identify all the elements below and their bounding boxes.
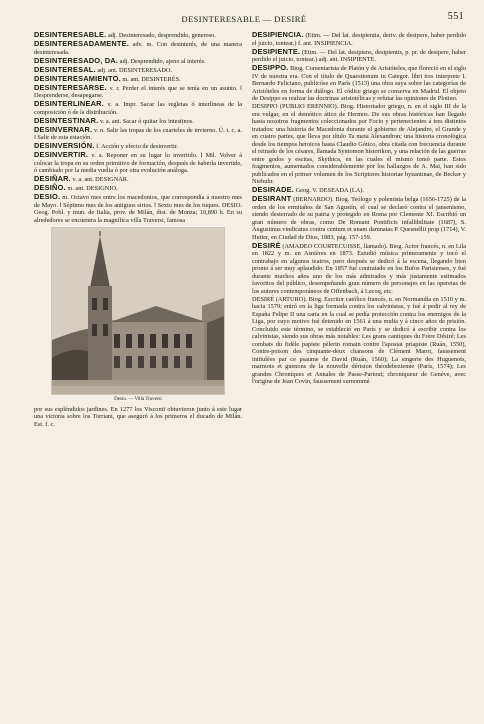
entry-definition: (AMADEO COURTECUISSE, llamado). Biog. Actor francés, n. en Lila en 1822 y m. en Asnières en 1873. Estudió música primeramente y tocó el contrabajo en algunos teatros, pero después se dedicó á la escena, llegando bien pronto á ser muy aplaudido. En 1857 fué contratado en los Bufos Parisienses, y fué durante muchos años uno de los más admirados y más justamente estimados favoritos del público, desempeñando gran número de personajes en las operetas de los autores contemporáneos de Offenbach, á Lecoq, etc. bbox=[252, 242, 466, 295]
dictionary-entry bbox=[252, 242, 466, 296]
dictionary-entry bbox=[34, 193, 242, 224]
entry-definition: DESIPPO (PUBLIO ERENNIO). Biog. Historiador griego, n. en el siglo III de la era vulgar, en el demótico ático de Hermos. De sus obras históricas han llegado hasta nosotros fragmentos coleccionados por Focio y pertenecientes á tres distintos tratados: una historia de Macedonia durante el gobierno de Alejandro, el Grande y en cuatro partes, que lleva por título Ta meta Alexandron; una historia cronológica desde los tiempos heroicos hasta Claudio Gótico, obra citada con frecuencia durante el reinado de los césares, llamada Syntomon historikon, y una relación de las guerras entre godos y escitas, Skythica, en las cuales él mismo tomó parte. Estos fragmentos, aumentados considerablemente por los hallazgos de A. Mai, han sido publicados en el primer volumen de los Scriptores historiae byzantinae, de Becker y Niebuhr. bbox=[252, 103, 466, 185]
entry-definition: adj. Desinteresado, desprendido, generoso. bbox=[107, 32, 216, 39]
entry-definition: DESIRÉ (ARTURO). Biog. Escritor católico francés, n. en Normandía en 1510 y m. hacia 1579; entró en la liga formada contra los calvinistas, y fué á pedir al rey de España Felipe II una carta en la cual se pedía protección contra los enemigos de la Liga, por cuyo motivo fué detenido en 1561 á una multa y á cinco años de prisión. Concluido este término, se estableció en París y se dedicó á escribir contra los calvinistas, siendo sus obras más notables: Les grans cantiques du Frère Désiré; Les combats du fidèle papiste pèlerin romain contre l'apostat priapiste (Ruán, 1550), Contre-poison des cinquante-deux chansons de Clément Marot, faussement intitulées par ce psaume de David (Ruán, 1560); La singerie des Huguenots, marmots et guenons de la nouvelle dérision théodebezienne (París, 1574); Les grandes Chroniques et Annales de Passe-Partout; chroniqueur de Genève, avec l'origine de Jean Covin, faussement surnommé bbox=[252, 295, 466, 385]
page-header bbox=[24, 8, 464, 24]
entry-definition: v. a. ant. DESIGNAR. bbox=[72, 176, 129, 183]
dictionary-entry bbox=[252, 48, 466, 64]
entry-definition: (Etim. — Del lat. desipiens, desipientis, p. pr. de desipere, haber perdido el juicio, tontear.) adj. ant. INSIPIENTE. bbox=[252, 48, 467, 63]
page-number: 551 bbox=[447, 11, 464, 22]
entry-definition: Biog. Comentarista de Platón y de Aristóteles, que floreció en el siglo IV de nuestra era. Con el título de Quaestionum in Categor. libri tres interprete I. Bernardo Feliciano, publicóse en París (1513) una obra suya sobre las categorías de Aristóteles en forma de diálogo. El códice griego se conserva en Madrid. El objeto de Desippo es realzar las doctrinas aristotélicas y refutar las opiniones de Plotino. bbox=[252, 65, 466, 102]
entry-headword: DESIÑAR. bbox=[34, 174, 71, 183]
entry-definition: adj. Desprendido, ajeno al interés. bbox=[119, 57, 206, 65]
left-column-tail: por sus espléndidos jardines. En 1277 los Visconti obtuvieron junto á este lugar una victoria sobre los Torriani, que aseguró á los primeros el ducado de Milán. Est. f. c. bbox=[34, 405, 242, 428]
entry-headword: DESIPPO. bbox=[252, 63, 289, 72]
entry-headword: DESINTESTINAR. bbox=[34, 115, 99, 125]
entry-headword: DESIRADE. bbox=[252, 185, 295, 194]
entry-definition: f. Acción y efecto de desinvertir. bbox=[96, 143, 179, 150]
dictionary-entry bbox=[252, 195, 466, 241]
entry-headword: DESINTERESAMIENTO. bbox=[34, 73, 121, 83]
dictionary-entry bbox=[34, 184, 242, 193]
running-head: DESINTERESABLE — DESIRÉ bbox=[181, 14, 307, 24]
entry-headword: DESIRANT bbox=[252, 194, 292, 203]
figure-caption: Desio. — Villa Traversi bbox=[114, 397, 162, 402]
entry-definition: v. n. Salir las tropas de los cuarteles de invierno. Ú. t. c. a. ‖ Salir de esta estación. bbox=[34, 126, 242, 141]
dictionary-entry bbox=[34, 100, 242, 116]
entry-definition: m. ant. DESIGNIO. bbox=[67, 185, 118, 192]
entry-headword: DESIRÉ bbox=[252, 240, 281, 250]
left-entries bbox=[34, 31, 242, 224]
entry-definition: (BERNARDO). Biog. Teólogo y polemista belga (1656-1725) de la orden de los ermitaños de San Agustín, el cual se declaró contra el jansenismo, siendo desterrado de su patria y protegido en Roma por Clemente XI. Escribió un gran número de obras, como De Romani Pontificis infallibilitate (1687), S. Augustinus vindicatus contra centum et unam damnatas P. Quesnellii prop (1714), V. Hutter, en Ciudad de Dios, 1883, pág. 157-159. bbox=[252, 196, 466, 241]
dictionary-entry bbox=[252, 296, 466, 386]
left-column bbox=[34, 31, 242, 429]
church-engraving bbox=[52, 228, 224, 394]
entry-headword: DESINTERESADAMENTE. bbox=[34, 39, 129, 48]
dictionary-entry bbox=[34, 151, 242, 175]
church-illustration bbox=[51, 227, 225, 395]
entry-definition: v. a. Impr. Sacar las regletas ó interlíneas de la composición ó de la distribución. bbox=[34, 101, 242, 116]
entry-definition: adv. m. Con desinterés, de una manera desinteresada. bbox=[34, 41, 242, 56]
dictionary-entry bbox=[34, 40, 242, 56]
entry-definition: v. r. Perder el interés que se tenía en un asunto. ‖ Desprenderse, desapegarse. bbox=[34, 84, 242, 99]
right-column bbox=[252, 31, 466, 386]
entry-definition: v. a. ant. Sacar ó quitar los intestinos. bbox=[99, 117, 194, 125]
entry-headword: DESINTERESARSE. bbox=[34, 82, 107, 92]
entry-headword: DESIÑO. bbox=[34, 183, 66, 192]
entry-definition: (Etim. — Del lat. desipientia, deriv. de desipere, haber perdido el juicio, tontear.) f. ant. INSIPIENCIA. bbox=[252, 32, 467, 47]
entry-headword: DESINTERESADO, DA. bbox=[34, 55, 119, 65]
dictionary-entry bbox=[252, 64, 466, 103]
dictionary-entry bbox=[34, 84, 242, 100]
entry-headword: DESINVERSIÓN. bbox=[34, 141, 95, 150]
entry-headword: DESINTERLINEAR. bbox=[34, 99, 104, 108]
dictionary-entry bbox=[34, 126, 242, 142]
entry-headword: DESINTERESABLE. bbox=[34, 30, 107, 39]
entry-headword: DESINTERESAL. bbox=[34, 64, 96, 74]
entry-headword: DESIPIENCIA. bbox=[252, 30, 304, 39]
dictionary-entry bbox=[252, 31, 466, 47]
entry-headword: DESIPIENTE. bbox=[252, 46, 301, 56]
entry-definition: m. Octavo mes entre los macedonios, que correspondía á nuestro mes de Mayo. ‖ Séptimo mes de los antiguos sirios. ‖ Sexto mes de los tuques. DESIO. Geog. Pobl. y mun. de Italia, prov. de Milán, dist. de Monza; 10,890 h. En su alrededores se encuentra la magnífica villa Traversi, famosa bbox=[34, 194, 242, 224]
entry-headword: DESINVERNAR. bbox=[34, 124, 93, 134]
dictionary-entry bbox=[252, 103, 466, 186]
entry-definition: Geog. V. DESEADA (LA). bbox=[295, 187, 364, 194]
entry-headword: DESINVERTIR. bbox=[34, 150, 89, 159]
entry-definition: v. a. Reponer en su lugar lo invertido. ‖ Mil. Volver á colocar la tropa en su orden primitivo de formación, después de haberla invertido, ó cambiado por la media vuelta ó por otra evolución análoga. bbox=[34, 152, 243, 174]
right-entries bbox=[252, 31, 466, 386]
entry-definition: m. ant. DESINTERÉS. bbox=[122, 75, 181, 83]
entry-headword: DESIO. bbox=[34, 192, 61, 201]
entry-definition: adj. ant. DESINTERESADO. bbox=[97, 66, 172, 74]
